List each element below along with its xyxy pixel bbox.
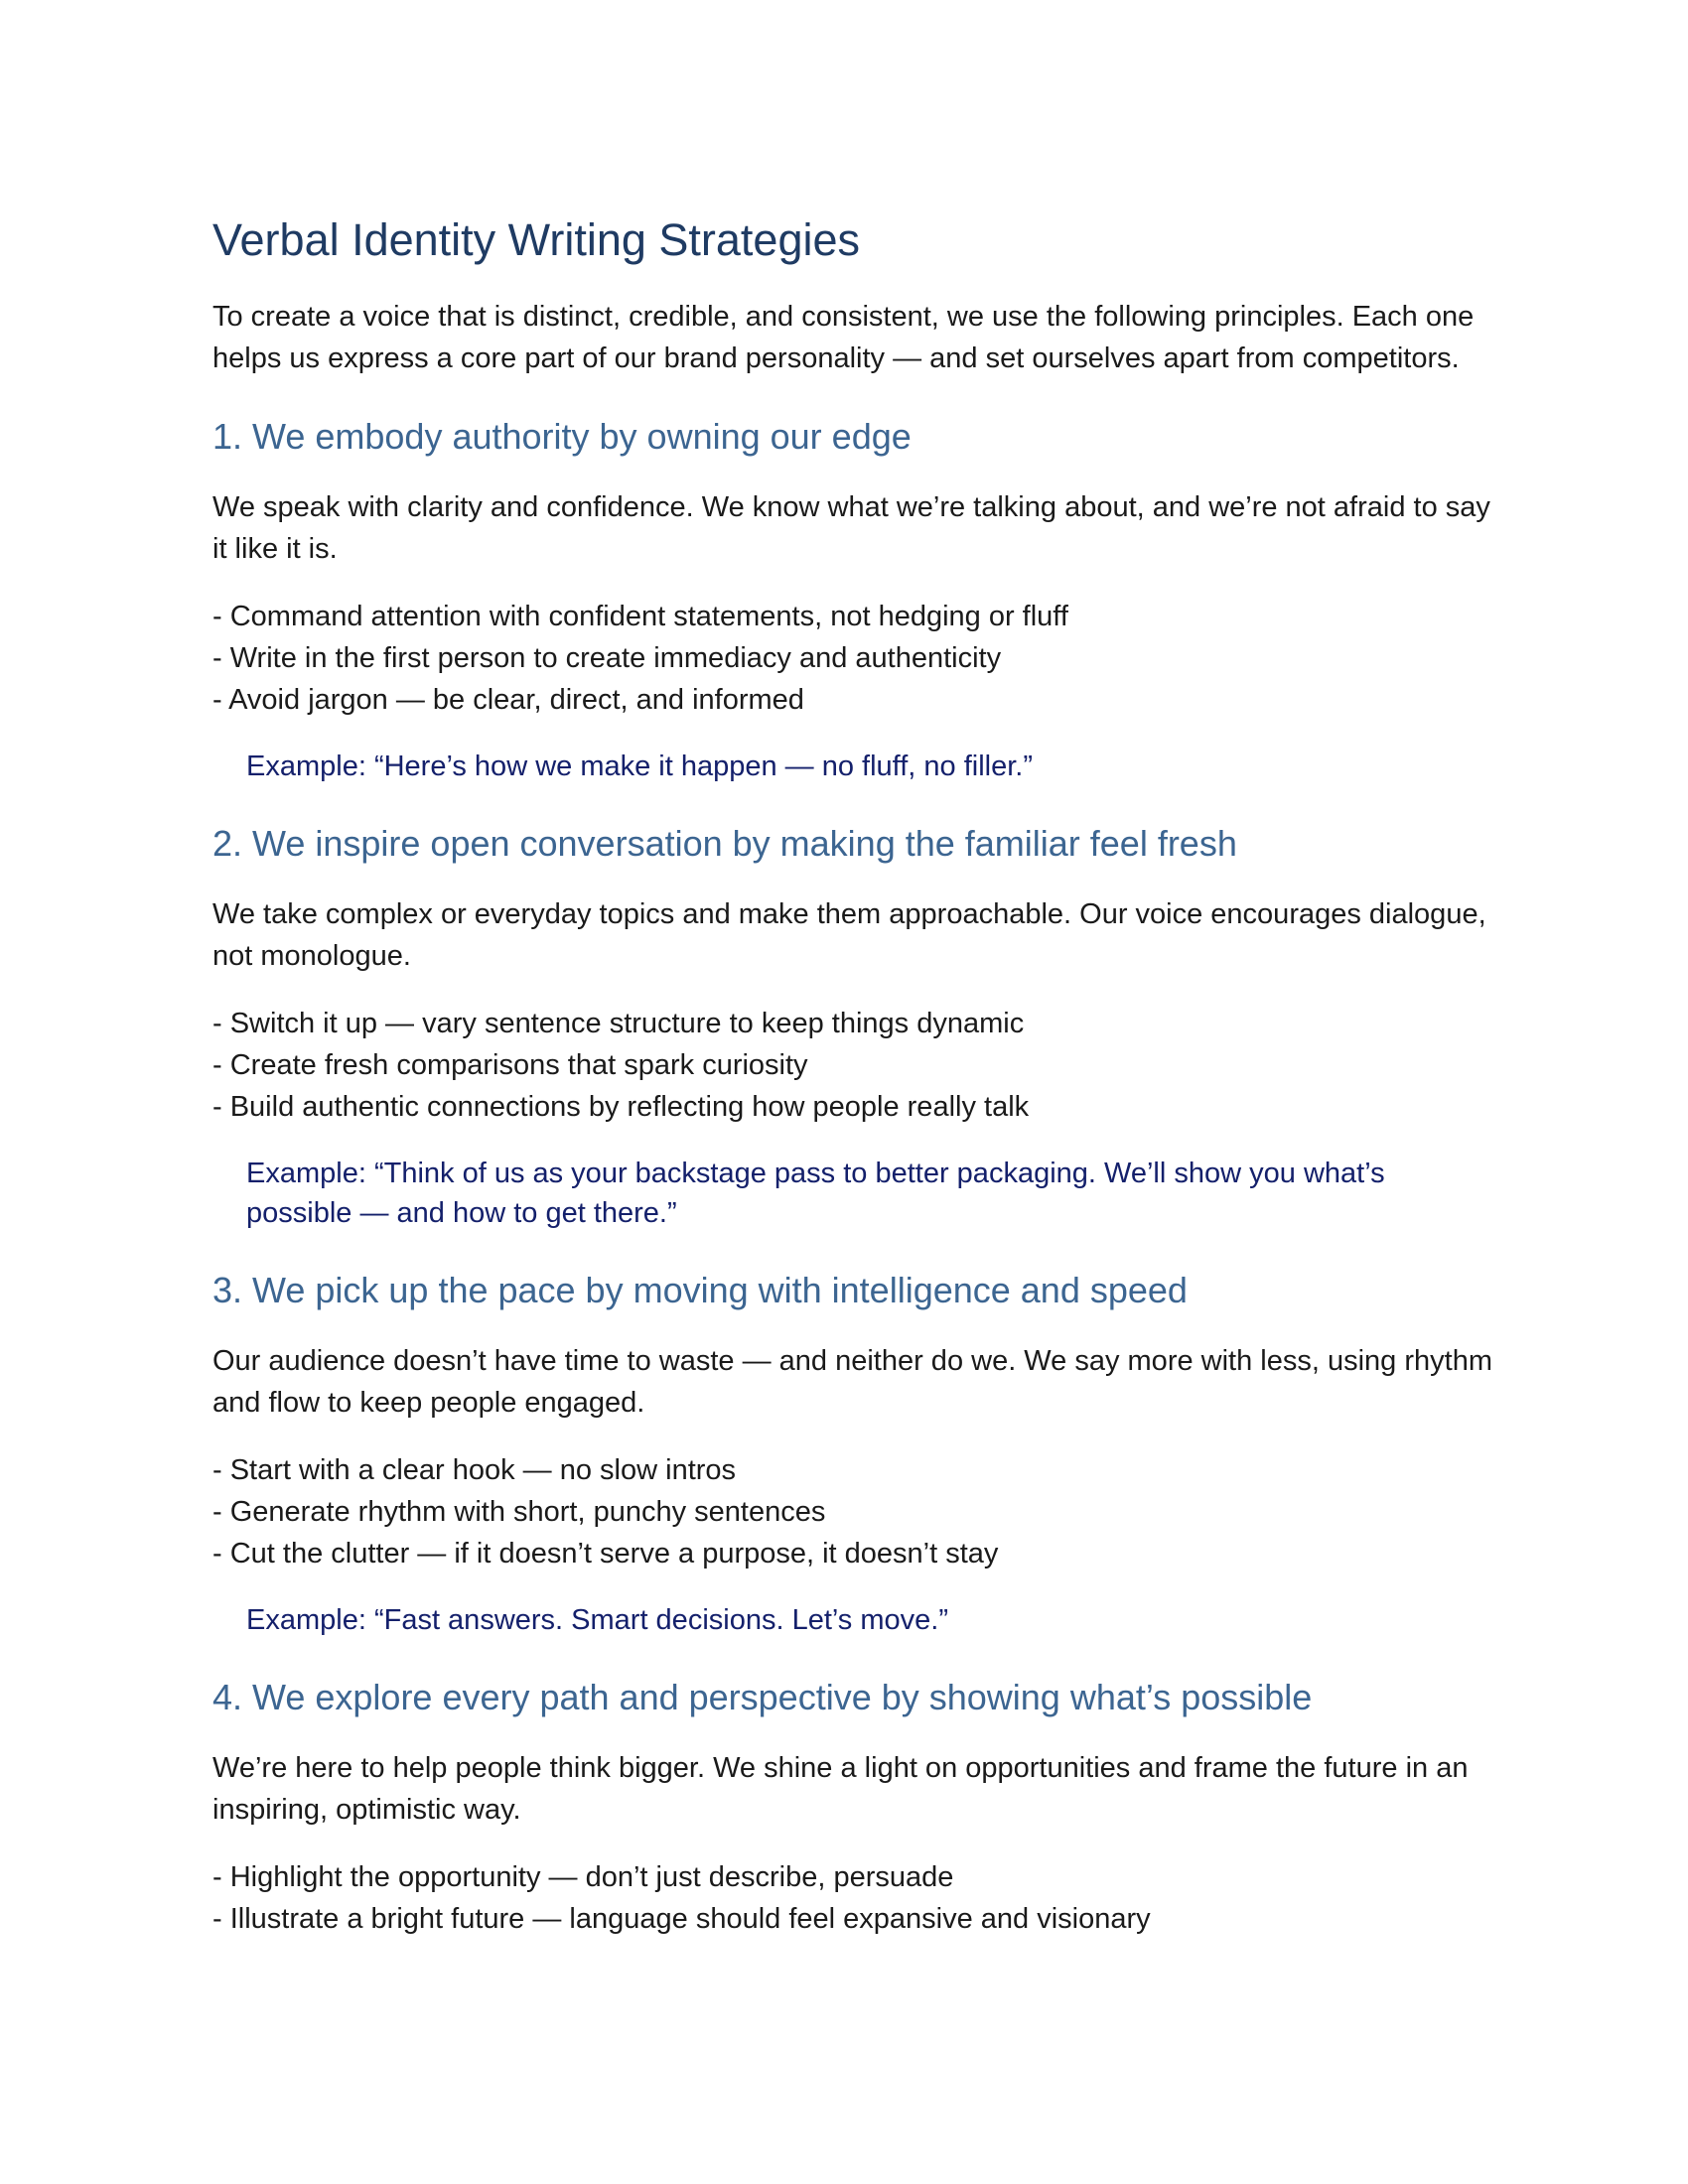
bullet-item: - Write in the first person to create immediacy and authenticity: [212, 642, 1002, 674]
bullet-item: - Build authentic connections by reflecting how people really talk: [212, 1091, 1030, 1123]
section-4: [212, 1674, 1499, 1940]
section-1: [212, 413, 1499, 786]
section-body: We take complex or everyday topics and make them approachable. Our voice encourages dialogue, not monologue.: [212, 898, 1486, 972]
bullet-item: - Avoid jargon — be clear, direct, and informed: [212, 684, 804, 716]
bullet-item: - Generate rhythm with short, punchy sentences: [212, 1496, 826, 1528]
section-body: We’re here to help people think bigger. We shine a light on opportunities and frame the future in an inspiring, optimistic way.: [212, 1752, 1469, 1826]
bullet-list: [212, 1449, 1499, 1574]
bullet-item: - Command attention with confident statements, not hedging or fluff: [212, 601, 1068, 632]
bullet-item: - Illustrate a bright future — language should feel expansive and visionary: [212, 1903, 1151, 1935]
bullet-list: [212, 1856, 1499, 1940]
bullet-item: - Create fresh comparisons that spark curiosity: [212, 1049, 808, 1081]
bullet-item: - Switch it up — vary sentence structure to keep things dynamic: [212, 1008, 1025, 1039]
section-heading: 3. We pick up the pace by moving with intelligence and speed: [212, 1270, 1188, 1310]
section-heading: 1. We embody authority by owning our edge: [212, 416, 912, 457]
bullet-item: - Highlight the opportunity — don’t just describe, persuade: [212, 1861, 954, 1893]
example-quote: Example: “Think of us as your backstage pass to better packaging. We’ll show you what’s possible — and how to get there.”: [246, 1158, 1385, 1229]
intro-paragraph: To create a voice that is distinct, credible, and consistent, we use the following principles. Each one helps us express a core part of our brand personality — and set ourselves apart from competitors.: [212, 301, 1475, 374]
bullet-list: [212, 1003, 1499, 1128]
document-title: Verbal Identity Writing Strategies: [212, 214, 860, 265]
section-3: [212, 1267, 1499, 1640]
section-2: [212, 820, 1499, 1233]
example-quote: Example: “Fast answers. Smart decisions. Let’s move.”: [246, 1604, 948, 1636]
bullet-list: [212, 596, 1499, 721]
example-quote: Example: “Here’s how we make it happen — no fluff, no filler.”: [246, 751, 1033, 782]
section-body: Our audience doesn’t have time to waste — and neither do we. We say more with less, using rhythm and flow to keep people engaged.: [212, 1345, 1492, 1419]
bullet-item: - Cut the clutter — if it doesn’t serve a purpose, it doesn’t stay: [212, 1538, 999, 1570]
section-heading: 4. We explore every path and perspective by showing what’s possible: [212, 1677, 1313, 1717]
section-heading: 2. We inspire open conversation by making the familiar feel fresh: [212, 823, 1237, 864]
bullet-item: - Start with a clear hook — no slow intros: [212, 1454, 737, 1486]
section-body: We speak with clarity and confidence. We know what we’re talking about, and we’re not afraid to say it like it is.: [212, 491, 1490, 565]
